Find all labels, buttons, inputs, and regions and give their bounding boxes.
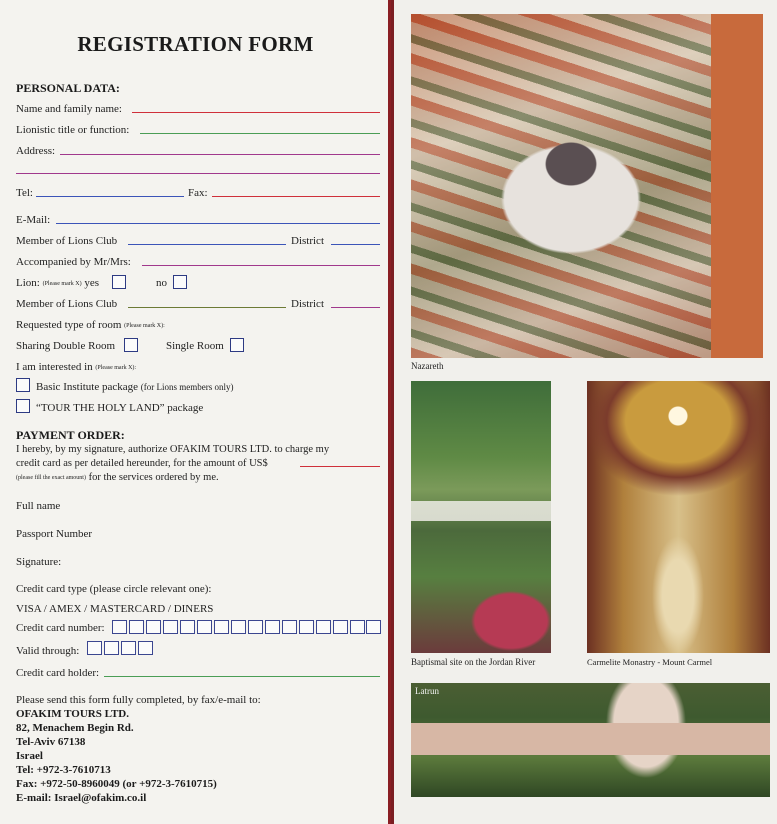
card-digit-cell[interactable] xyxy=(265,620,280,634)
interest-note: (Please mark X): xyxy=(95,365,137,371)
lion-yes-checkbox[interactable] xyxy=(112,275,126,289)
tel-field[interactable] xyxy=(36,196,184,197)
card-digit-cell[interactable] xyxy=(180,620,195,634)
valid-cell[interactable] xyxy=(87,641,102,655)
photos-page xyxy=(394,0,777,824)
interest-row xyxy=(16,361,136,375)
basic-package-checkbox[interactable] xyxy=(16,378,30,392)
company-tel: Tel: +972-3-7610713 xyxy=(16,764,111,776)
passport-label: Passport Number xyxy=(16,528,93,540)
email-field[interactable] xyxy=(56,223,380,224)
cardnumber-label: Credit card number: xyxy=(16,622,105,634)
lion-no-checkbox[interactable] xyxy=(173,275,187,289)
title-field[interactable] xyxy=(140,133,380,134)
card-digit-cell[interactable] xyxy=(350,620,365,634)
send-instructions: Please send this form fully completed, by fax/e-mail to: xyxy=(16,694,261,706)
district2-label: District xyxy=(291,298,324,310)
name-field[interactable] xyxy=(132,112,380,113)
basic-note: (for Lions members only) xyxy=(140,382,234,392)
company-city: Tel-Aviv 67138 xyxy=(16,736,86,748)
lion-note: (Please mark X) xyxy=(42,281,82,287)
room-note: (Please mark X): xyxy=(124,323,165,329)
payment-line-1: I hereby, by my signature, authorize OFAKIM TOURS LTD. to charge my xyxy=(16,444,330,455)
sharing-room-checkbox[interactable] xyxy=(124,338,138,352)
form-title: REGISTRATION FORM xyxy=(77,32,314,56)
member2-field[interactable] xyxy=(128,307,286,308)
card-digit-cell[interactable] xyxy=(248,620,263,634)
district-label: District xyxy=(291,235,324,247)
company-fax: Fax: +972-50-8960049 (or +972-3-7610715) xyxy=(16,778,217,790)
company-street: 82, Menachem Begin Rd. xyxy=(16,722,134,734)
payment-line-2: credit card as per detailed hereunder, for the amount of US$ xyxy=(16,458,268,469)
fullname-label: Full name xyxy=(16,500,61,512)
company-email[interactable]: E-mail: Israel@ofakim.co.il xyxy=(16,792,147,804)
lion-label: Lion: xyxy=(16,277,40,289)
card-digit-cell[interactable] xyxy=(231,620,246,634)
fax-field[interactable] xyxy=(212,196,380,197)
payment-line-3: for the services ordered by me. xyxy=(88,472,219,483)
address-field-line-2[interactable] xyxy=(16,173,380,174)
jordan-caption: Baptismal site on the Jordan River xyxy=(411,657,536,667)
member-label: Member of Lions Club xyxy=(16,235,118,247)
name-label: Name and family name: xyxy=(16,103,122,115)
personal-data-heading: PERSONAL DATA: xyxy=(16,81,120,95)
email-label: E-Mail: xyxy=(16,214,51,226)
carmel-caption: Carmelite Monastry - Mount Carmel xyxy=(587,657,713,667)
valid-cell[interactable] xyxy=(138,641,153,655)
title-label: Lionistic title or function: xyxy=(16,124,130,136)
card-digit-cell[interactable] xyxy=(299,620,314,634)
payment-heading: PAYMENT ORDER: xyxy=(16,428,125,442)
yes-label: yes xyxy=(84,277,100,289)
card-digit-cell[interactable] xyxy=(316,620,331,634)
signature-label: Signature: xyxy=(16,556,62,568)
card-digit-cell[interactable] xyxy=(146,620,161,634)
district2-field[interactable] xyxy=(331,307,380,308)
card-digit-cell[interactable] xyxy=(129,620,144,634)
holder-label: Credit card holder: xyxy=(16,667,100,679)
company-name: OFAKIM TOURS LTD. xyxy=(16,708,129,720)
lion-row xyxy=(16,277,99,291)
no-label: no xyxy=(156,277,167,289)
fax-label: Fax: xyxy=(188,187,208,199)
nazareth-photo xyxy=(411,14,763,358)
address-label: Address: xyxy=(16,145,56,157)
card-digit-cell[interactable] xyxy=(214,620,229,634)
payment-note: (please fill the exact amount) xyxy=(16,475,86,481)
valid-label: Valid through: xyxy=(16,645,80,657)
carmel-monastery-photo xyxy=(587,381,770,653)
cardtype-label: Credit card type (please circle relevant one): xyxy=(16,583,212,595)
latrun-label: Latrun xyxy=(415,686,439,696)
basic-label: Basic Institute package xyxy=(36,381,139,393)
interest-label: I am interested in xyxy=(16,361,93,373)
sharing-label: Sharing Double Room xyxy=(16,340,115,352)
single-room-checkbox[interactable] xyxy=(230,338,244,352)
nazareth-caption: Nazareth xyxy=(411,361,444,371)
valid-cell[interactable] xyxy=(104,641,119,655)
valid-cell[interactable] xyxy=(121,641,136,655)
card-digit-cell[interactable] xyxy=(112,620,127,634)
basic-row xyxy=(36,381,234,394)
member2-label: Member of Lions Club xyxy=(16,298,118,310)
card-digit-cell[interactable] xyxy=(282,620,297,634)
latrun-photo xyxy=(411,683,770,797)
amount-field[interactable] xyxy=(300,466,380,467)
company-country: Israel xyxy=(16,750,43,762)
card-digit-cell[interactable] xyxy=(333,620,348,634)
accompanied-field[interactable] xyxy=(142,265,380,266)
tour-package-checkbox[interactable] xyxy=(16,399,30,413)
jordan-river-photo xyxy=(411,381,551,653)
room-row xyxy=(16,319,165,333)
single-label: Single Room xyxy=(166,340,224,352)
card-digit-cell[interactable] xyxy=(197,620,212,634)
district-field[interactable] xyxy=(331,244,380,245)
room-label: Requested type of room xyxy=(16,319,122,331)
member-field[interactable] xyxy=(128,244,286,245)
tel-label: Tel: xyxy=(16,187,33,199)
card-options[interactable]: VISA / AMEX / MASTERCARD / DINERS xyxy=(16,603,214,615)
card-digit-cell[interactable] xyxy=(163,620,178,634)
payment-line-3-row xyxy=(16,471,219,485)
accompanied-label: Accompanied by Mr/Mrs: xyxy=(16,256,131,268)
card-digit-cell[interactable] xyxy=(366,620,381,634)
holder-field[interactable] xyxy=(104,676,380,677)
address-field[interactable] xyxy=(60,154,380,155)
tour-label: “TOUR THE HOLY LAND” package xyxy=(36,402,204,414)
